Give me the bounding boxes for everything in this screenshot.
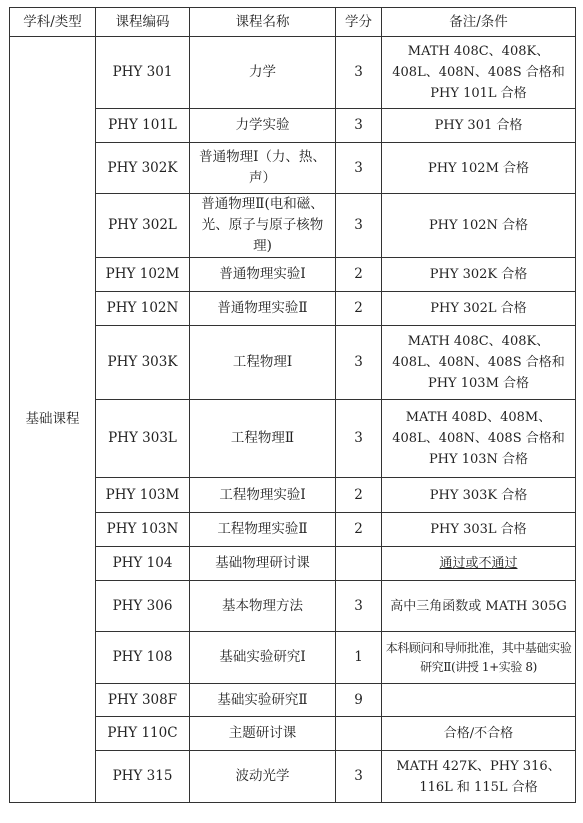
course-notes: MATH 408C、408K、408L、408N、408S 合格和 PHY 103M 合格	[382, 326, 576, 400]
header-credits: 学分	[336, 8, 382, 37]
course-code: PHY 302L	[96, 194, 190, 258]
course-notes: PHY 303L 合格	[382, 513, 576, 547]
course-credits: 3	[336, 109, 382, 143]
course-code: PHY 101L	[96, 109, 190, 143]
course-code: PHY 315	[96, 751, 190, 803]
header-category: 学科/类型	[10, 8, 96, 37]
header-notes: 备注/条件	[382, 8, 576, 37]
course-credits: 3	[336, 143, 382, 194]
course-name: 波动光学	[190, 751, 336, 803]
course-name: 普通物理Ⅱ(电和磁、光、原子与原子核物理)	[190, 194, 336, 258]
course-notes: 通过或不通过	[382, 547, 576, 581]
course-name: 普通物理实验Ⅰ	[190, 258, 336, 292]
course-notes: 合格/不合格	[382, 717, 576, 751]
course-code: PHY 301	[96, 37, 190, 109]
category-cell: 基础课程	[10, 37, 96, 803]
header-code: 课程编码	[96, 8, 190, 37]
course-credits: 2	[336, 258, 382, 292]
course-credits: 2	[336, 478, 382, 513]
course-name: 工程物理实验Ⅰ	[190, 478, 336, 513]
course-notes: PHY 102M 合格	[382, 143, 576, 194]
course-notes: MATH 427K、PHY 316、116L 和 115L 合格	[382, 751, 576, 803]
course-code: PHY 306	[96, 581, 190, 632]
course-notes: PHY 302K 合格	[382, 258, 576, 292]
course-credits	[336, 547, 382, 581]
course-code: PHY 303K	[96, 326, 190, 400]
course-credits: 3	[336, 400, 382, 478]
course-notes	[382, 684, 576, 717]
course-notes: MATH 408D、408M、408L、408N、408S 合格和 PHY 103N 合格	[382, 400, 576, 478]
course-name: 基础实验研究Ⅱ	[190, 684, 336, 717]
course-notes: 高中三角函数或 MATH 305G	[382, 581, 576, 632]
course-code: PHY 103N	[96, 513, 190, 547]
course-credits: 9	[336, 684, 382, 717]
course-notes: 本科顾问和导师批准，其中基础实验研究Ⅱ(讲授 1+实验 8)	[382, 632, 576, 684]
course-code: PHY 308F	[96, 684, 190, 717]
course-notes: MATH 408C、408K、408L、408N、408S 合格和 PHY 101L 合格	[382, 37, 576, 109]
course-credits: 2	[336, 292, 382, 326]
course-code: PHY 302K	[96, 143, 190, 194]
header-name: 课程名称	[190, 8, 336, 37]
course-credits: 3	[336, 751, 382, 803]
course-code: PHY 102M	[96, 258, 190, 292]
course-code: PHY 303L	[96, 400, 190, 478]
course-table	[9, 7, 576, 803]
course-name: 工程物理实验Ⅱ	[190, 513, 336, 547]
course-credits: 2	[336, 513, 382, 547]
course-code: PHY 110C	[96, 717, 190, 751]
course-credits	[336, 717, 382, 751]
course-name: 基础实验研究Ⅰ	[190, 632, 336, 684]
course-name: 普通物理实验Ⅱ	[190, 292, 336, 326]
table-row	[10, 37, 576, 109]
course-name: 工程物理Ⅱ	[190, 400, 336, 478]
course-credits: 1	[336, 632, 382, 684]
course-code: PHY 102N	[96, 292, 190, 326]
course-credits: 3	[336, 326, 382, 400]
course-notes: PHY 102N 合格	[382, 194, 576, 258]
course-notes: PHY 302L 合格	[382, 292, 576, 326]
course-notes: PHY 303K 合格	[382, 478, 576, 513]
course-name: 普通物理Ⅰ（力、热、声）	[190, 143, 336, 194]
course-credits: 3	[336, 37, 382, 109]
course-code: PHY 103M	[96, 478, 190, 513]
course-name: 力学实验	[190, 109, 336, 143]
course-name: 力学	[190, 37, 336, 109]
course-code: PHY 108	[96, 632, 190, 684]
course-name: 基础物理研讨课	[190, 547, 336, 581]
course-notes: PHY 301 合格	[382, 109, 576, 143]
course-credits: 3	[336, 581, 382, 632]
course-name: 工程物理Ⅰ	[190, 326, 336, 400]
header-row	[10, 8, 576, 37]
course-code: PHY 104	[96, 547, 190, 581]
course-credits: 3	[336, 194, 382, 258]
course-name: 基本物理方法	[190, 581, 336, 632]
course-name: 主题研讨课	[190, 717, 336, 751]
